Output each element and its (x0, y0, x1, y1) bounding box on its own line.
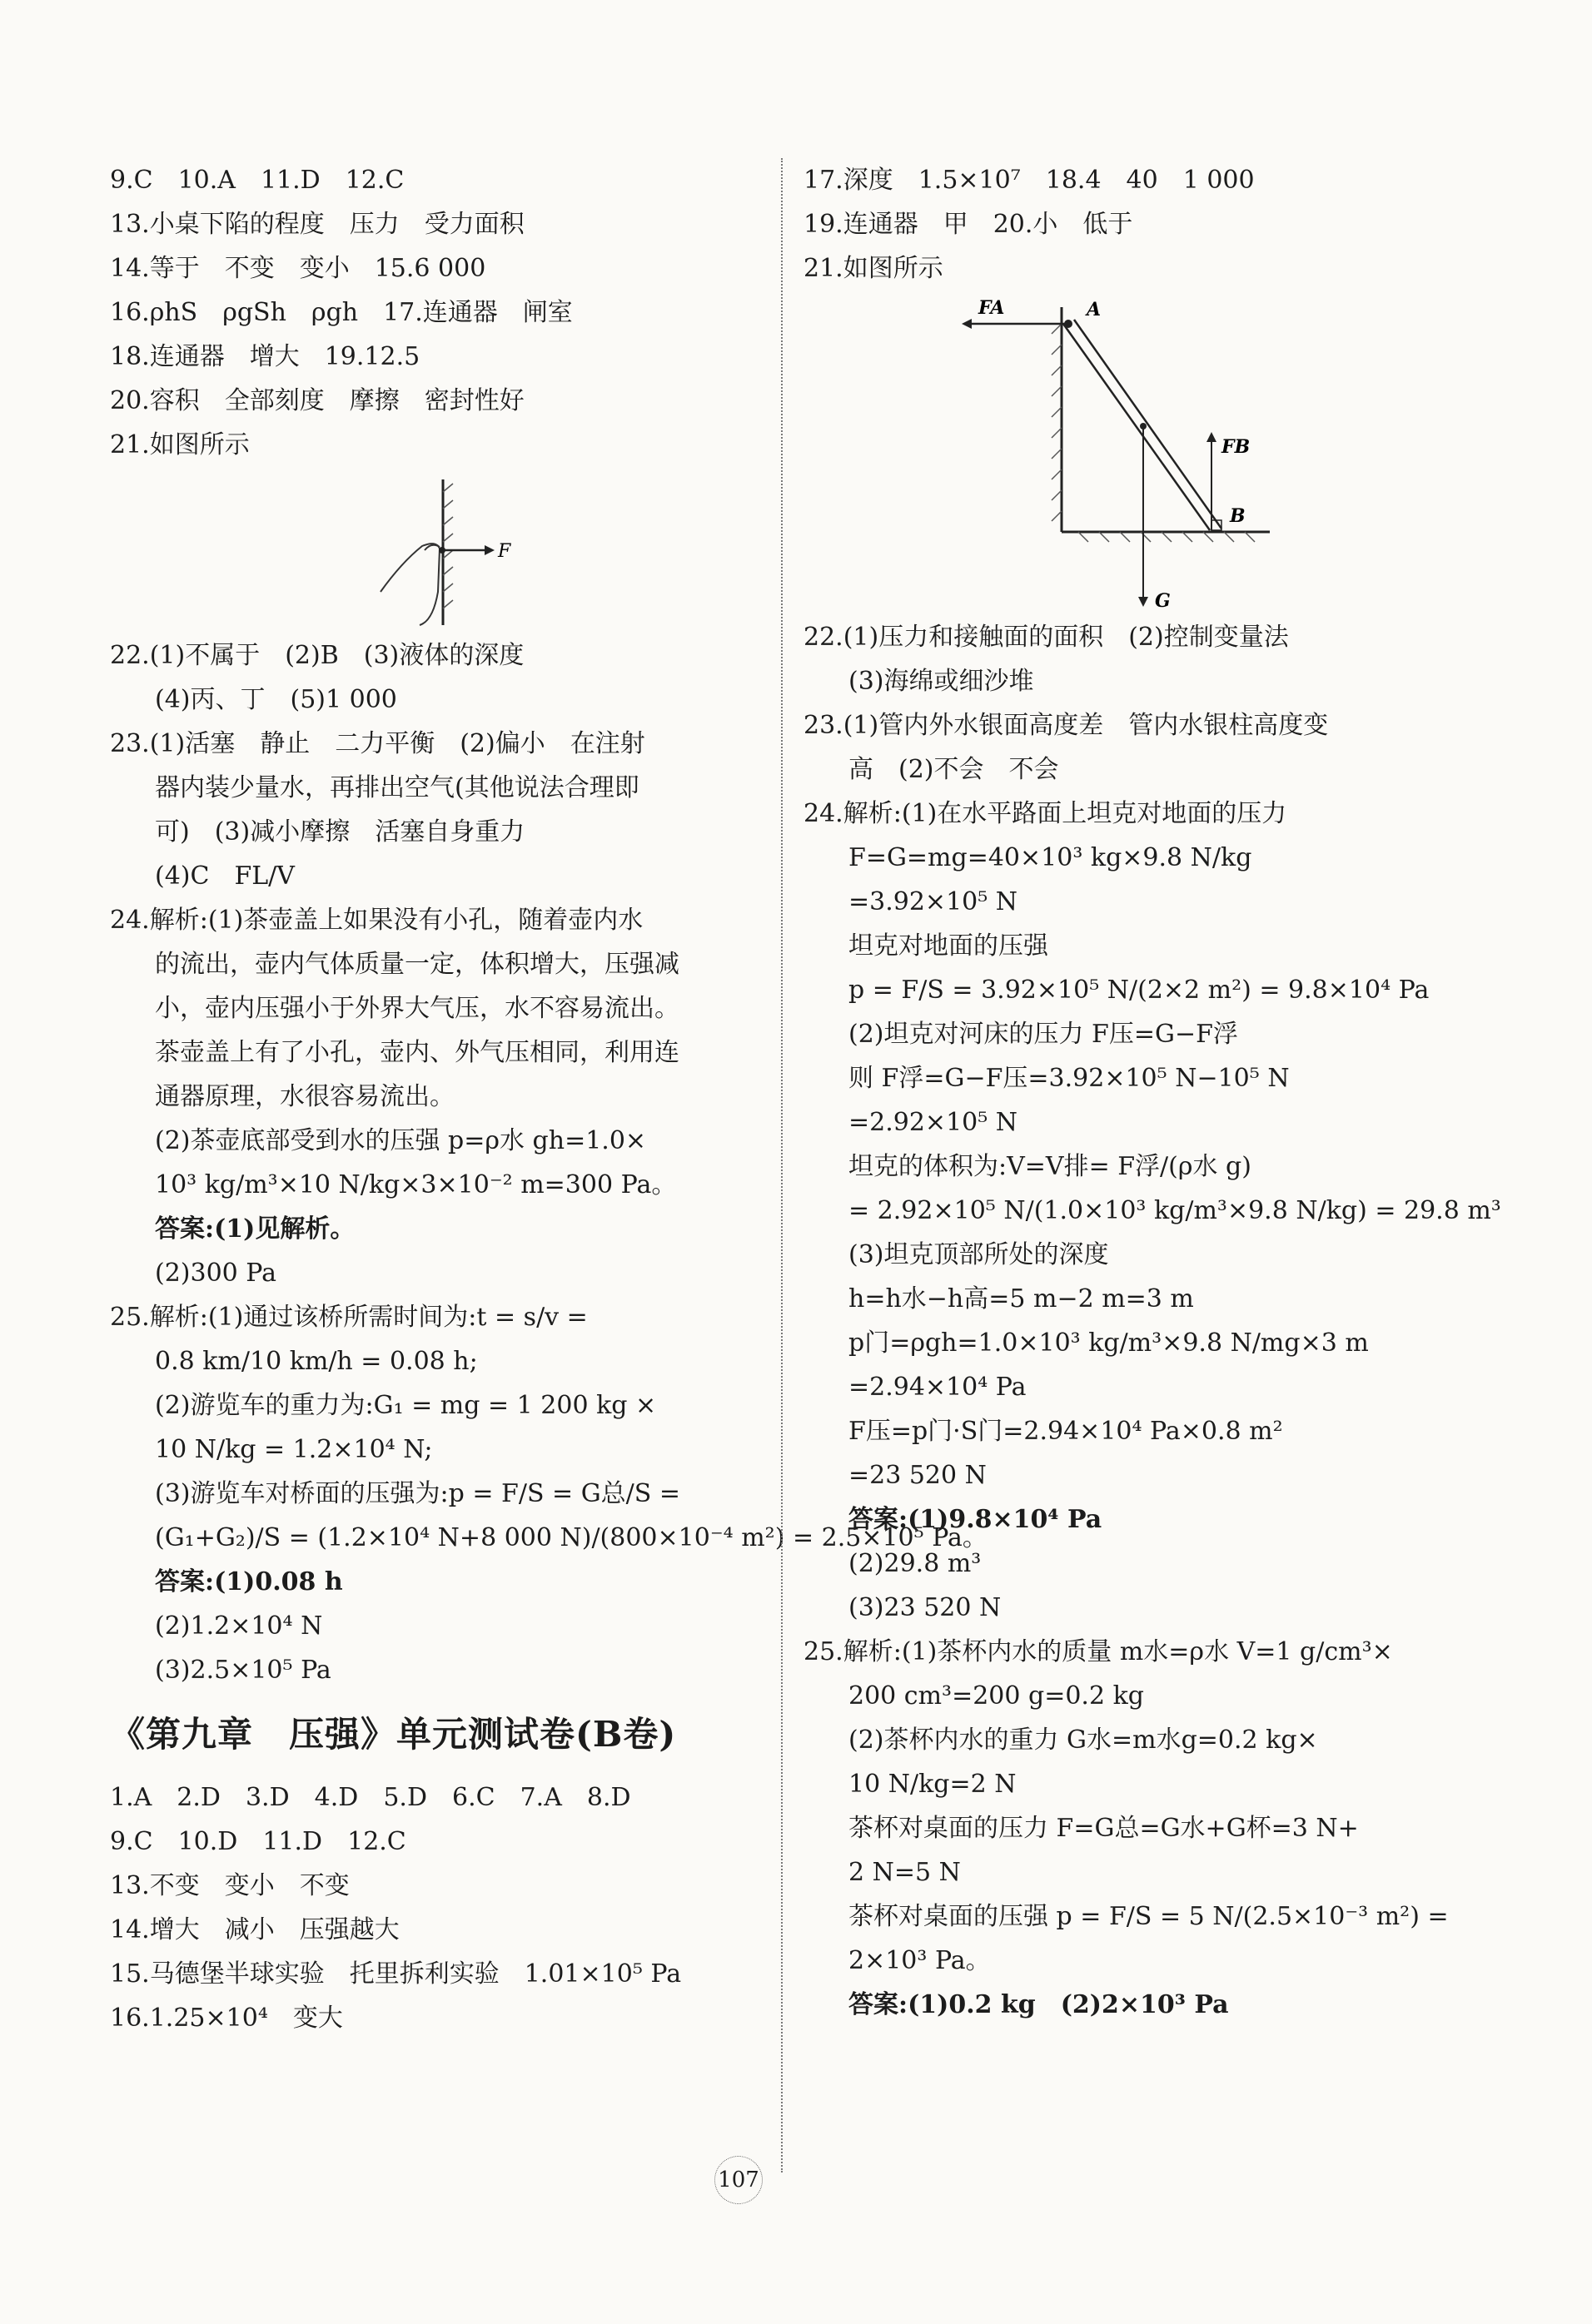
answer-line: 器内装少量水，再排出空气(其他说法合理即 (155, 773, 639, 802)
force-g-label: G (1155, 590, 1171, 612)
point-b-label: B (1230, 505, 1246, 527)
answer-line: 25.解析:(1)茶杯内水的质量 m水=ρ水 V=1 g/cm³× (803, 1637, 1393, 1666)
answer-line: 小，壶内压强小于外界大气压，水不容易流出。 (155, 994, 679, 1023)
ladder-wall-diagram (803, 290, 1453, 615)
answer-line: (2)茶杯内水的重力 G水=m水g=0.2 kg× (848, 1726, 1318, 1755)
answer-line: 17.深度 1.5×10⁷ 18.4 40 1 000 (803, 166, 1255, 195)
answer-line: F压=p门·S门=2.94×10⁴ Pa×0.8 m² (848, 1417, 1283, 1446)
answer-line: 14.增大 减小 压强越大 (110, 1915, 400, 1944)
answer-line: (2)300 Pa (155, 1259, 277, 1288)
answer-line: 10 N/kg = 1.2×10⁴ N; (155, 1435, 433, 1464)
answer-line: 15.马德堡半球实验 托里拆利实验 1.01×10⁵ Pa (110, 1959, 682, 1989)
answer-line: 18.连通器 增大 19.12.5 (110, 342, 420, 371)
answer-line: (2)1.2×10⁴ N (155, 1611, 323, 1641)
answer-line: 0.8 km/10 km/h = 0.08 h; (155, 1347, 478, 1376)
answer-line: 23.(1)活塞 静止 二力平衡 (2)偏小 在注射 (110, 729, 645, 758)
answer-line: 答案:(1)见解析。 (155, 1214, 356, 1244)
answer-line: 16.ρhS ρgSh ρgh 17.连通器 闸室 (110, 298, 573, 327)
answer-line: 10 N/kg=2 N (848, 1770, 1017, 1799)
answer-line: (3)23 520 N (848, 1593, 1002, 1622)
figure-thumb-force (110, 467, 759, 633)
answer-line: 则 F浮=G−F压=3.92×10⁵ N−10⁵ N (848, 1064, 1290, 1093)
answer-line: (3)坦克顶部所处的深度 (848, 1240, 1109, 1269)
answer-line: (2)游览车的重力为:G₁ = mg = 1 200 kg × (155, 1391, 657, 1420)
answer-line: =23 520 N (848, 1461, 987, 1490)
column-divider (781, 158, 783, 2173)
answer-line: 9.C 10.D 11.D 12.C (110, 1827, 406, 1856)
answer-line: 茶杯对桌面的压力 F=G总=G水+G杯=3 N+ (848, 1814, 1359, 1843)
answer-line: (G₁+G₂)/S = (1.2×10⁴ N+8 000 N)/(800×10⁻⁴ m²) = 2.5×10⁵ Pa。 (155, 1523, 988, 1552)
answer-line: 可) (3)减小摩擦 活塞自身重力 (155, 817, 525, 847)
answer-line: (2)29.8 m³ (848, 1549, 982, 1578)
answer-line: =2.94×10⁴ Pa (848, 1373, 1027, 1402)
answer-line: 坦克对地面的压强 (848, 931, 1048, 961)
force-fa-label: FA (978, 297, 1005, 319)
answer-line: p = F/S = 3.92×10⁵ N/(2×2 m²) = 9.8×10⁴ Pa (848, 976, 1430, 1005)
answer-line: F=G=mg=40×10³ kg×9.8 N/kg (848, 843, 1252, 872)
answer-line: =2.92×10⁵ N (848, 1108, 1018, 1137)
answer-line: =3.92×10⁵ N (848, 887, 1018, 916)
answer-line: (4)C FL/V (155, 862, 295, 891)
answer-line: = 2.92×10⁵ N/(1.0×10³ kg/m³×9.8 N/kg) = 29.8 m³ (848, 1196, 1501, 1225)
answer-line: 22.(1)不属于 (2)B (3)液体的深度 (110, 641, 525, 670)
answer-line: 13.小桌下陷的程度 压力 受力面积 (110, 210, 525, 239)
answer-line: 坦克的体积为:V=V排= F浮/(ρ水 g) (848, 1152, 1251, 1181)
answer-line: h=h水−h高=5 m−2 m=3 m (848, 1284, 1194, 1313)
answer-line: 200 cm³=200 g=0.2 kg (848, 1681, 1144, 1711)
force-f-label: F (498, 541, 511, 562)
answer-line: 茶杯对桌面的压强 p = F/S = 5 N/(2.5×10⁻³ m²) = (848, 1902, 1449, 1931)
answer-line: 21.如图所示 (110, 430, 250, 459)
answer-line: 2×10³ Pa。 (848, 1946, 991, 1975)
answer-line: (3)2.5×10⁵ Pa (155, 1656, 331, 1685)
answer-line: 10³ kg/m³×10 N/kg×3×10⁻² m=300 Pa。 (155, 1170, 677, 1199)
answer-line: 高 (2)不会 不会 (848, 755, 1059, 784)
answer-line: 21.如图所示 (803, 254, 943, 283)
answer-line: 23.(1)管内外水银面高度差 管内水银柱高度变 (803, 711, 1329, 740)
answer-line: 答案:(1)0.2 kg (2)2×10³ Pa (848, 1990, 1229, 2019)
answer-line: 茶壶盖上有了小孔，壶内、外气压相同，利用连 (155, 1038, 679, 1067)
answer-line: 2 N=5 N (848, 1858, 961, 1887)
force-fb-label: FB (1221, 436, 1251, 458)
answer-line: 24.解析:(1)茶壶盖上如果没有小孔，随着壶内水 (110, 906, 644, 935)
answer-line: 20.容积 全部刻度 摩擦 密封性好 (110, 386, 525, 415)
answer-line: 14.等于 不变 变小 15.6 000 (110, 254, 486, 283)
answer-line: (3)海绵或细沙堆 (848, 667, 1034, 696)
thumb-wall-diagram (110, 467, 759, 633)
answer-line: 19.连通器 甲 20.小 低于 (803, 210, 1133, 239)
answer-line: 24.解析:(1)在水平路面上坦克对地面的压力 (803, 799, 1287, 828)
section-title: 《第九章 压强》单元测试卷(B卷) (110, 1714, 677, 1755)
answer-line: 22.(1)压力和接触面的面积 (2)控制变量法 (803, 623, 1289, 652)
point-a-label: A (1087, 299, 1102, 320)
right-column (803, 158, 1501, 2027)
answer-line: 答案:(1)0.08 h (155, 1567, 343, 1597)
answer-line: 16.1.25×10⁴ 变大 (110, 2004, 343, 2033)
answer-line: (3)游览车对桥面的压强为:p = F/S = G总/S = (155, 1479, 680, 1508)
answer-line: 通器原理，水很容易流出。 (155, 1082, 455, 1111)
page-number: 107 (714, 2156, 763, 2204)
answer-line: (2)坦克对河床的压力 F压=G−F浮 (848, 1020, 1238, 1049)
figure-ladder-forces (803, 290, 1453, 615)
answer-line: 9.C 10.A 11.D 12.C (110, 166, 405, 195)
answer-line: (4)丙、丁 (5)1 000 (155, 685, 397, 714)
answer-line: 答案:(1)9.8×10⁴ Pa (848, 1505, 1102, 1534)
answer-line: 25.解析:(1)通过该桥所需时间为:t = s/v = (110, 1303, 588, 1332)
answer-line: 的流出，壶内气体质量一定，体积增大，压强减 (155, 950, 679, 979)
answer-line: 1.A 2.D 3.D 4.D 5.D 6.C 7.A 8.D (110, 1783, 631, 1812)
answer-line: p门=ρgh=1.0×10³ kg/m³×9.8 N/mg×3 m (848, 1328, 1369, 1358)
answer-line: 13.不变 变小 不变 (110, 1871, 350, 1900)
answer-line: (2)茶壶底部受到水的压强 p=ρ水 gh=1.0× (155, 1126, 647, 1155)
